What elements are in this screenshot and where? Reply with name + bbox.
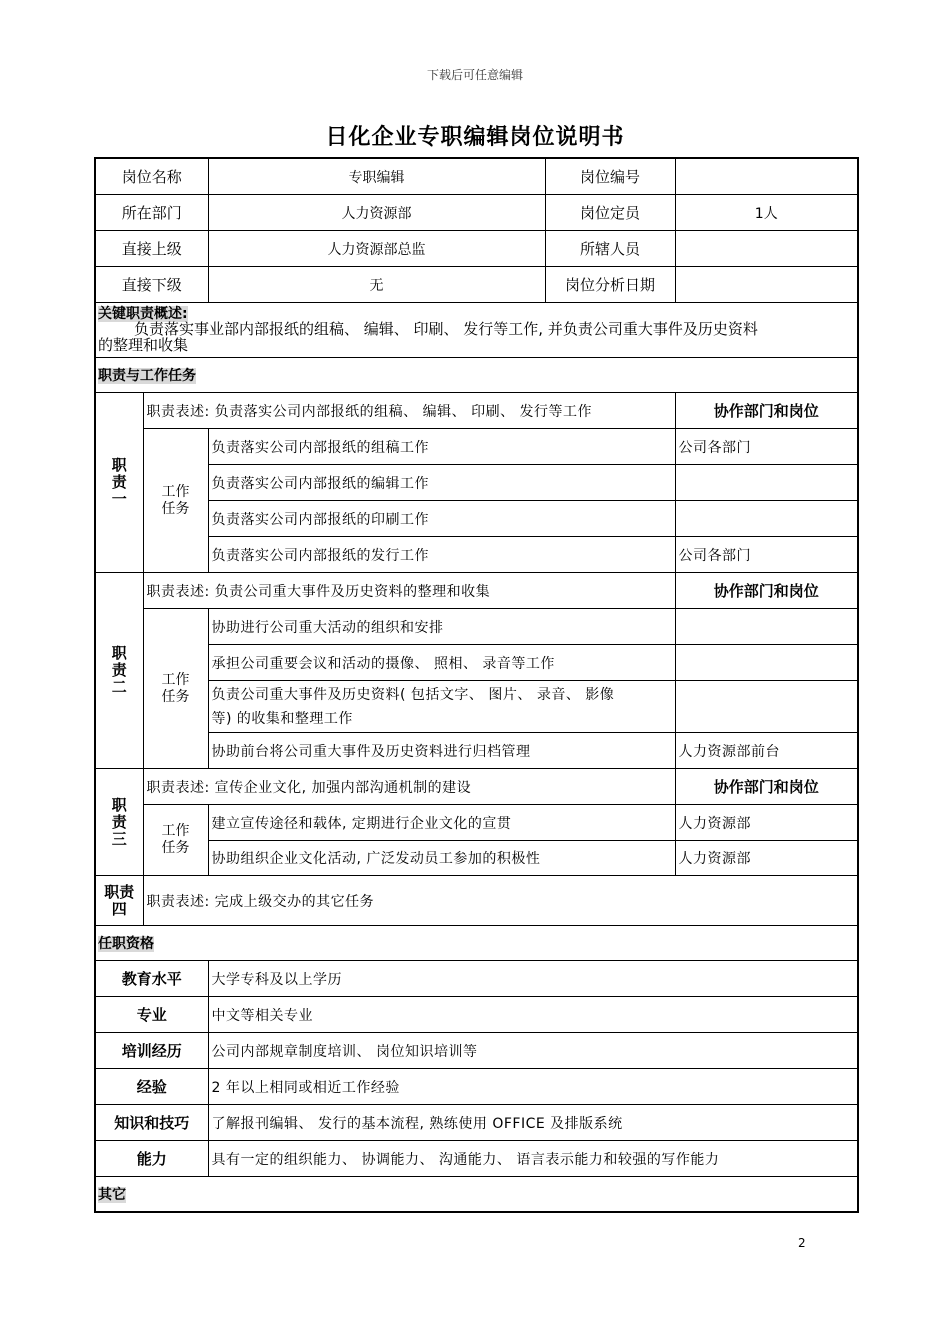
qualification-value: 了解报刊编辑、 发行的基本流程, 熟练使用 OFFICE 及排版系统 xyxy=(208,1105,858,1141)
value-direct-subordinate: 无 xyxy=(208,267,545,303)
task-collab xyxy=(675,645,858,681)
duty-desc-row xyxy=(95,769,858,805)
label-department: 所在部门 xyxy=(95,195,208,231)
qualifications-heading: 任职资格 xyxy=(98,936,154,952)
qualification-row xyxy=(95,997,858,1033)
value-position-name: 专职编辑 xyxy=(208,158,545,195)
duty-desc-1: 职责表述: 负责落实公司内部报纸的组稿、 编辑、 印刷、 发行等工作 xyxy=(143,393,675,429)
duty-label-1: 职 责 一 xyxy=(95,393,143,573)
duty-label-4: 职责 四 xyxy=(95,876,143,926)
task-text: 负责落实公司内部报纸的编辑工作 xyxy=(208,465,675,501)
value-subordinates xyxy=(675,231,858,267)
other-heading: 其它 xyxy=(98,1187,126,1203)
summary-text-line2: 的整理和收集 xyxy=(98,335,189,354)
duty-desc-row xyxy=(95,573,858,609)
info-row xyxy=(95,158,858,195)
task-row xyxy=(95,841,858,876)
duty-desc-row xyxy=(95,393,858,429)
value-position-number xyxy=(675,158,858,195)
task-collab xyxy=(675,681,858,733)
qualifications-heading-row xyxy=(95,926,858,961)
task-text: 负责落实公司内部报纸的组稿工作 xyxy=(208,429,675,465)
task-row xyxy=(95,429,858,465)
task-text: 负责落实公司内部报纸的发行工作 xyxy=(208,537,675,573)
summary-text-line1: 负责落实事业部内部报纸的组稿、 编辑、 印刷、 发行等工作, 并负责公司重大事件及历史资料 xyxy=(134,319,758,338)
task-row xyxy=(95,537,858,573)
page-number: 2 xyxy=(798,1236,806,1250)
duty-desc-4: 职责表述: 完成上级交办的其它任务 xyxy=(143,876,858,926)
qualification-value: 具有一定的组织能力、 协调能力、 沟通能力、 语言表示能力和较强的写作能力 xyxy=(208,1141,858,1177)
task-text-multiline: 负责公司重大事件及历史资料( 包括文字、 图片、 录音、 影像 等) 的收集和整理工作 xyxy=(208,681,675,733)
qualification-label: 培训经历 xyxy=(95,1033,208,1069)
task-text: 建立宣传途径和载体, 定期进行企业文化的宣贯 xyxy=(208,805,675,841)
task-text: 协助前台将公司重大事件及历史资料进行归档管理 xyxy=(208,733,675,769)
info-row xyxy=(95,195,858,231)
qualification-label: 经验 xyxy=(95,1069,208,1105)
value-direct-superior: 人力资源部总监 xyxy=(208,231,545,267)
task-text: 协助组织企业文化活动, 广泛发动员工参加的积极性 xyxy=(208,841,675,876)
task-collab: 人力资源部 xyxy=(675,841,858,876)
task-row xyxy=(95,733,858,769)
task-row xyxy=(95,805,858,841)
qualification-value: 公司内部规章制度培训、 岗位知识培训等 xyxy=(208,1033,858,1069)
document-title: 日化企业专职编辑岗位说明书 xyxy=(325,125,625,150)
task-collab: 人力资源部 xyxy=(675,805,858,841)
duties-heading: 职责与工作任务 xyxy=(98,368,196,384)
task-label: 工作 任务 xyxy=(143,609,208,769)
task-label: 工作 任务 xyxy=(143,805,208,876)
label-position-name: 岗位名称 xyxy=(95,158,208,195)
collab-header: 协作部门和岗位 xyxy=(675,769,858,805)
task-collab xyxy=(675,609,858,645)
label-position-number: 岗位编号 xyxy=(545,158,675,195)
task-row xyxy=(95,681,858,733)
qualification-row xyxy=(95,1069,858,1105)
value-department: 人力资源部 xyxy=(208,195,545,231)
task-row xyxy=(95,645,858,681)
collab-header: 协作部门和岗位 xyxy=(675,573,858,609)
task-row xyxy=(95,609,858,645)
label-direct-subordinate: 直接下级 xyxy=(95,267,208,303)
task-collab: 人力资源部前台 xyxy=(675,733,858,769)
qualification-value: 2 年以上相同或相近工作经验 xyxy=(208,1069,858,1105)
qualification-row xyxy=(95,961,858,997)
job-description-table xyxy=(94,157,859,1213)
duty-desc-3: 职责表述: 宣传企业文化, 加强内部沟通机制的建设 xyxy=(143,769,675,805)
duty-label-3: 职 责 三 xyxy=(95,769,143,876)
duty-desc-2: 职责表述: 负责公司重大事件及历史资料的整理和收集 xyxy=(143,573,675,609)
qualification-value: 大学专科及以上学历 xyxy=(208,961,858,997)
task-label: 工作 任务 xyxy=(143,429,208,573)
task-row xyxy=(95,501,858,537)
summary-row xyxy=(95,303,858,358)
other-row xyxy=(95,1177,858,1213)
duty-desc-row xyxy=(95,876,858,926)
label-headcount: 岗位定员 xyxy=(545,195,675,231)
collab-header: 协作部门和岗位 xyxy=(675,393,858,429)
qualification-label: 教育水平 xyxy=(95,961,208,997)
label-direct-superior: 直接上级 xyxy=(95,231,208,267)
task-row xyxy=(95,465,858,501)
task-collab xyxy=(675,465,858,501)
info-row xyxy=(95,231,858,267)
duties-heading-row xyxy=(95,358,858,393)
qualification-row xyxy=(95,1033,858,1069)
qualification-value: 中文等相关专业 xyxy=(208,997,858,1033)
header-note: 下载后可任意编辑 xyxy=(426,68,523,82)
task-collab xyxy=(675,501,858,537)
qualification-label: 知识和技巧 xyxy=(95,1105,208,1141)
task-text: 负责落实公司内部报纸的印刷工作 xyxy=(208,501,675,537)
task-text: 协助进行公司重大活动的组织和安排 xyxy=(208,609,675,645)
qualification-row xyxy=(95,1105,858,1141)
qualification-label: 能力 xyxy=(95,1141,208,1177)
duty-label-2: 职 责 二 xyxy=(95,573,143,769)
label-analysis-date: 岗位分析日期 xyxy=(545,267,675,303)
qualification-row xyxy=(95,1141,858,1177)
task-text: 承担公司重要会议和活动的摄像、 照相、 录音等工作 xyxy=(208,645,675,681)
label-subordinates: 所辖人员 xyxy=(545,231,675,267)
task-collab: 公司各部门 xyxy=(675,537,858,573)
value-headcount: 1人 xyxy=(675,195,858,231)
task-collab: 公司各部门 xyxy=(675,429,858,465)
info-row xyxy=(95,267,858,303)
qualification-label: 专业 xyxy=(95,997,208,1033)
value-analysis-date xyxy=(675,267,858,303)
summary-heading: 关键职责概述: xyxy=(98,305,188,322)
